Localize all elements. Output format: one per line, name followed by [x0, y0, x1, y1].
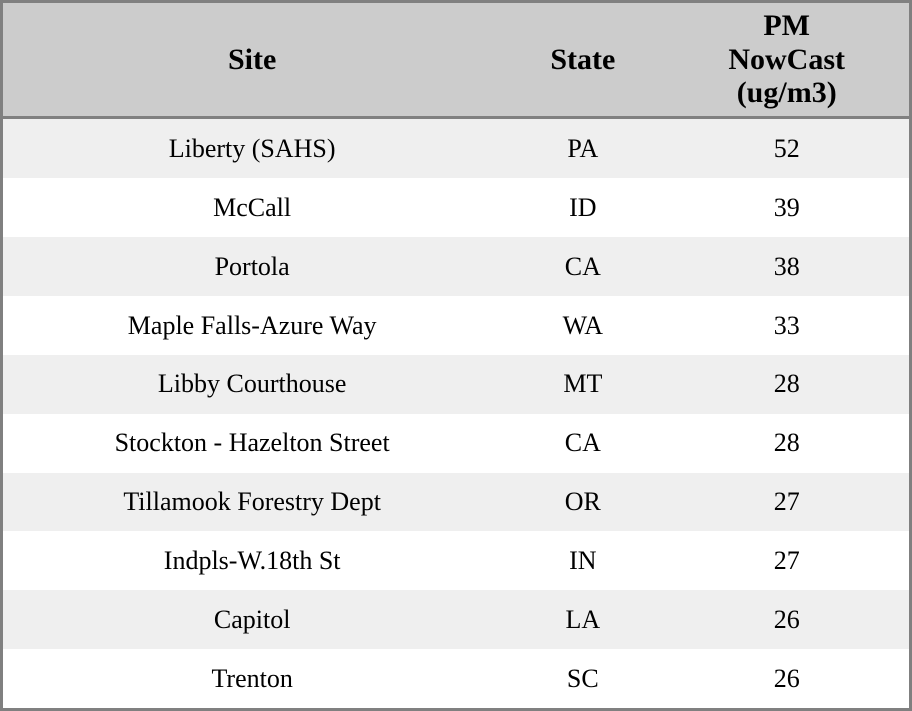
- cell-state: OR: [501, 473, 664, 532]
- table-row: [3, 117, 909, 178]
- table-row: [3, 649, 909, 708]
- air-quality-table: [3, 3, 909, 708]
- cell-site: Libby Courthouse: [3, 355, 501, 414]
- column-header-state: [501, 3, 664, 117]
- cell-value: 27: [664, 531, 909, 590]
- table-row: [3, 590, 909, 649]
- table-row: [3, 473, 909, 532]
- cell-site: McCall: [3, 178, 501, 237]
- cell-site: Trenton: [3, 649, 501, 708]
- cell-state: WA: [501, 296, 664, 355]
- cell-state: LA: [501, 590, 664, 649]
- column-header-site-line-1: Site: [227, 42, 277, 76]
- cell-state: PA: [501, 117, 664, 178]
- cell-state: IN: [501, 531, 664, 590]
- table-row: [3, 531, 909, 590]
- column-header-site: [3, 3, 501, 117]
- cell-state: CA: [501, 414, 664, 473]
- cell-site: Tillamook Forestry Dept: [3, 473, 501, 532]
- cell-state: SC: [501, 649, 664, 708]
- cell-value: 39: [664, 178, 909, 237]
- cell-value: 52: [664, 117, 909, 178]
- cell-value: 28: [664, 414, 909, 473]
- column-header-pm-nowcast: [664, 3, 909, 117]
- cell-value: 33: [664, 296, 909, 355]
- column-header-pm-nowcast-line-1: PM: [763, 9, 810, 42]
- cell-site: Indpls-W.18th St: [3, 531, 501, 590]
- table-row: [3, 414, 909, 473]
- cell-value: 26: [664, 590, 909, 649]
- table-body: [3, 117, 909, 708]
- cell-site: Stockton - Hazelton Street: [3, 414, 501, 473]
- column-header-pm-nowcast-line-2: NowCast: [728, 42, 846, 76]
- cell-site: Capitol: [3, 590, 501, 649]
- cell-value: 38: [664, 237, 909, 296]
- cell-state: ID: [501, 178, 664, 237]
- cell-site: Maple Falls-Azure Way: [3, 296, 501, 355]
- cell-value: 27: [664, 473, 909, 532]
- column-header-state-line-1: State: [550, 42, 616, 76]
- table-row: [3, 237, 909, 296]
- cell-site: Liberty (SAHS): [3, 117, 501, 178]
- table-row: [3, 178, 909, 237]
- column-header-pm-nowcast-line-3: (ug/m3): [736, 76, 837, 110]
- cell-site: Portola: [3, 237, 501, 296]
- table-row: [3, 296, 909, 355]
- table-header-row: [3, 3, 909, 117]
- cell-state: MT: [501, 355, 664, 414]
- table-header: [3, 3, 909, 117]
- cell-state: CA: [501, 237, 664, 296]
- cell-value: 26: [664, 649, 909, 708]
- cell-value: 28: [664, 355, 909, 414]
- table-row: [3, 355, 909, 414]
